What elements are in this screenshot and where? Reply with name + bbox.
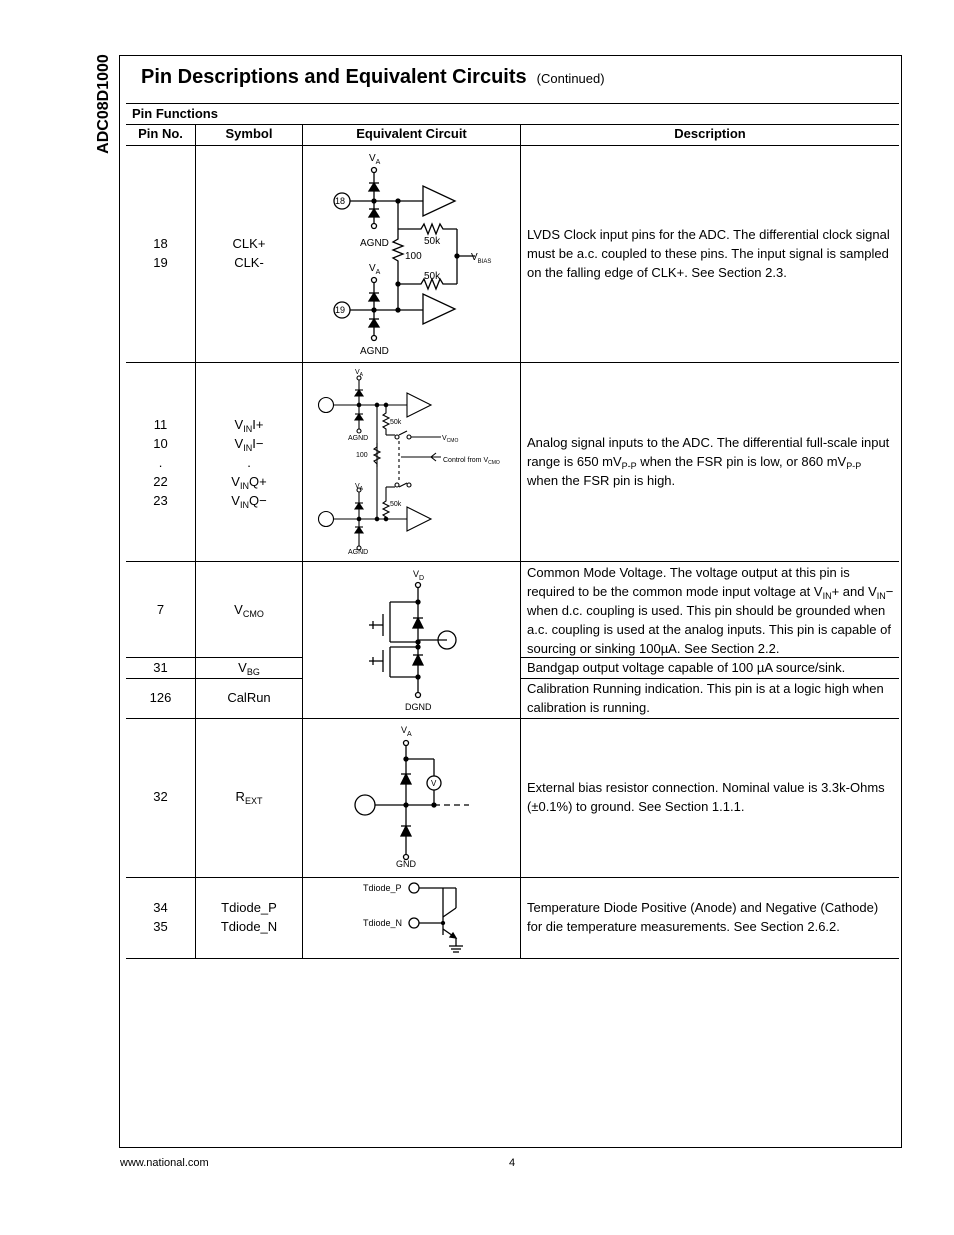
- symbol: $V_{IN}I+$: [234, 417, 264, 434]
- pin-number: 7: [156, 602, 165, 617]
- section-label: Pin Functions: [132, 106, 218, 121]
- pin-cell: [126, 415, 195, 510]
- pin-number: 34: [153, 900, 168, 915]
- symbol: $V_{CMO}$: [234, 602, 264, 619]
- header-symbol: Symbol: [225, 126, 273, 141]
- rext-equivalent-circuit: [303, 719, 520, 877]
- side-title: [82, 55, 122, 155]
- description-cell: Temperature Diode Positive (Anode) and Negative (Cathode) for die temperature measurements. See Section 2.6.2.: [527, 900, 879, 934]
- pin-number: 10: [153, 436, 168, 451]
- tdiode-equivalent-circuit: [303, 878, 520, 958]
- header-pin-no: Pin No.: [138, 126, 183, 141]
- gnd-label: GND: [396, 859, 416, 869]
- footer-url: www.national.com: [120, 1157, 209, 1169]
- vcmo-equivalent-circuit: [303, 562, 520, 718]
- agnd-label: AGND: [360, 238, 389, 249]
- column-rule: [520, 124, 521, 958]
- description-cell: Calibration Running indication. This pin is at a logic high when calibration is running.: [527, 681, 884, 715]
- pin-cell: [126, 234, 195, 272]
- symbol: .: [247, 455, 251, 470]
- symbol: CLK+: [232, 236, 266, 251]
- va-label: $V_A$: [401, 725, 412, 738]
- v-label: V: [431, 779, 437, 788]
- pin-number: 126: [149, 690, 172, 705]
- symbol: CLK-: [234, 255, 264, 270]
- dgnd-label: DGND: [405, 702, 432, 712]
- description-cell: Common Mode Voltage. The voltage output at this pin is required to be the common mode input voltage at $V_{IN}+$ and $V_{IN}-$ when d.c. coupling is used. This pin should be grounded when a.c. coupling is used at the analog inputs. This pin is capable of sourcing or sinking 100µA. See Section 2.2.: [527, 565, 894, 656]
- row-rule: [126, 958, 899, 959]
- description-cell: Bandgap output voltage capable of 100 µA source/sink.: [527, 660, 846, 675]
- symbol: $R_{EXT}$: [235, 789, 263, 806]
- pin-number: 23: [153, 493, 168, 508]
- title-note: (Continued): [536, 71, 605, 86]
- header-description: Description: [674, 126, 746, 141]
- va-label: $V_A$: [369, 263, 381, 276]
- pin-19-label: 19: [334, 305, 346, 315]
- clk-equivalent-circuit: [303, 146, 520, 362]
- pin-18-label: 18: [334, 196, 346, 206]
- symbol: $V_{IN}I-$: [234, 436, 264, 453]
- description-cell: External bias resistor connection. Nominal value is 3.3k-Ohms (±0.1%) to ground. See Section 1.1.1.: [527, 780, 885, 814]
- row-rule: [126, 678, 302, 679]
- page-title: [141, 66, 605, 89]
- pin-cell: [126, 898, 195, 936]
- symbol: $V_{IN}Q-$: [231, 493, 267, 510]
- description-cell: LVDS Clock input pins for the ADC. The differential clock signal must be a.c. coupled to these pins. The input signal is sampled on the falling edge of CLK+. See Section 2.3.: [527, 227, 890, 280]
- page-title-text: Pin Descriptions and Equivalent Circuits: [141, 66, 527, 88]
- symbol: CalRun: [227, 690, 271, 705]
- pin-number: 18: [153, 236, 168, 251]
- symbol-cell: [196, 898, 302, 936]
- symbol: $V_{BG}$: [238, 660, 260, 677]
- resistor-label: 100: [405, 251, 422, 262]
- resistor-label: 50k: [390, 501, 402, 508]
- va-label: $V_A$: [355, 369, 364, 378]
- resistor-label: 100: [356, 452, 368, 459]
- description-cell: Analog signal inputs to the ADC. The differential full-scale input range is 650 $mV_{P-P}$ when the FSR pin is low, or 860 $mV_{P-P}$ when the FSR pin is high.: [527, 435, 890, 488]
- tdiode-p-label: Tdiode_P: [363, 883, 402, 893]
- symbol: Tdiode_N: [220, 919, 278, 934]
- symbol-cell: [196, 415, 302, 510]
- part-number: ADC08D1000: [95, 54, 112, 154]
- vbias-label: $V_{BIAS}$: [471, 252, 492, 265]
- vcmo-label: $V_{CMO}$: [442, 435, 459, 444]
- pin-number: 11: [153, 417, 168, 432]
- resistor-label: 50k: [424, 271, 441, 282]
- agnd-label: AGND: [360, 346, 389, 357]
- agnd-label: AGND: [348, 435, 369, 442]
- pin-number: 31: [153, 660, 168, 675]
- pin-number: .: [158, 455, 163, 470]
- table-top-rule: [126, 124, 899, 125]
- resistor-label: 50k: [390, 419, 402, 426]
- va-label: $V_A$: [369, 153, 381, 166]
- vin-equivalent-circuit: [303, 363, 520, 561]
- resistor-label: 50k: [424, 236, 441, 247]
- agnd-label: AGND: [348, 549, 369, 556]
- va-label: $V_A$: [355, 483, 364, 492]
- symbol: $V_{IN}Q+$: [231, 474, 267, 491]
- symbol: Tdiode_P: [221, 900, 277, 915]
- pin-number: 35: [153, 919, 168, 934]
- header-circuit: Equivalent Circuit: [356, 126, 467, 141]
- tdiode-n-label: Tdiode_N: [363, 918, 403, 928]
- control-label: Control from $V_{CMO}$: [443, 457, 500, 466]
- pin-number: 19: [153, 255, 168, 270]
- page-number: 4: [509, 1157, 516, 1169]
- vd-label: $V_D$: [413, 569, 425, 582]
- pin-number: 22: [153, 474, 168, 489]
- symbol-cell: [196, 234, 302, 272]
- pin-number: 32: [153, 789, 168, 804]
- title-rule: [126, 103, 899, 104]
